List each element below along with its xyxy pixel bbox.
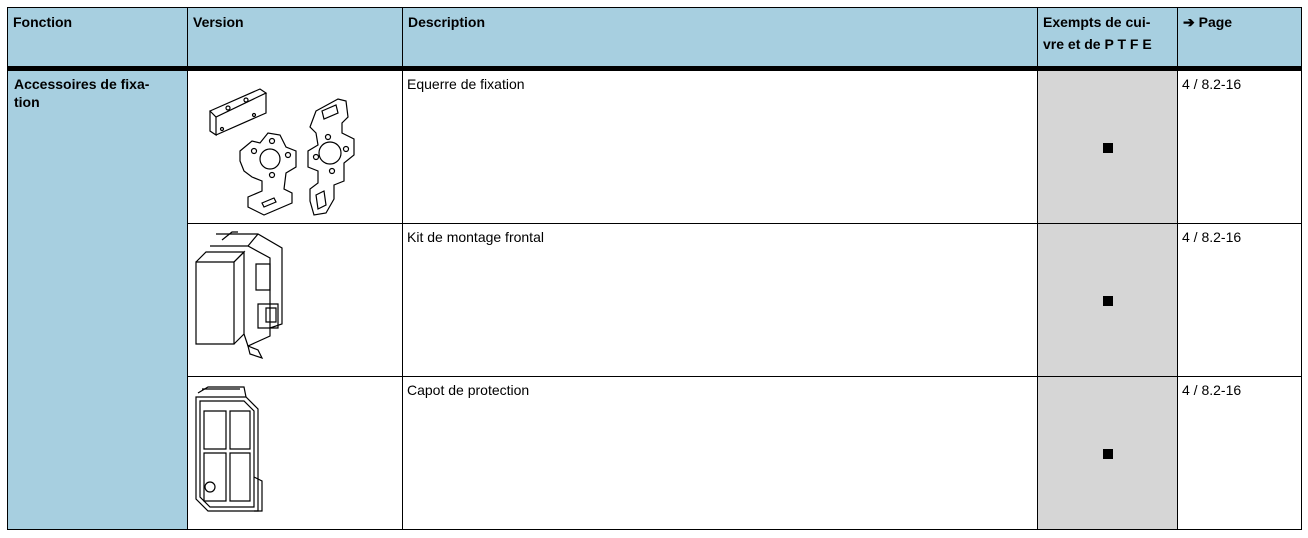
header-page-label: Page (1198, 14, 1233, 30)
header-exempts-line1: Exempts de cui- (1043, 14, 1151, 30)
header-row (8, 8, 1302, 69)
version-image-cell (188, 224, 403, 377)
header-exempts (1038, 8, 1178, 69)
header-fonction: Fonction (8, 8, 188, 69)
copper-free-marker (1103, 143, 1113, 153)
table-row (8, 224, 1302, 377)
function-cell (8, 69, 188, 530)
accessories-table (7, 7, 1302, 530)
version-image-cell (188, 69, 403, 224)
version-image-cell (188, 377, 403, 530)
table-row (8, 69, 1302, 224)
function-name-line2: tion (14, 94, 40, 110)
copper-free-marker (1103, 449, 1113, 459)
header-page (1178, 8, 1302, 69)
table-row (8, 377, 1302, 530)
description-cell: Kit de montage frontal (403, 224, 1038, 377)
header-version: Version (188, 8, 403, 69)
accessories-table-wrapper (7, 7, 1301, 530)
description-cell: Capot de protection (403, 377, 1038, 530)
mounting-bracket-icon (188, 71, 401, 223)
function-name-line1: Accessoires de fixa- (14, 76, 150, 92)
arrow-right-icon: ➔ (1183, 14, 1195, 30)
copper-free-cell (1038, 69, 1178, 224)
copper-free-cell (1038, 377, 1178, 530)
page-ref-cell: 4 / 8.2-16 (1178, 377, 1302, 530)
front-mounting-kit-icon (188, 224, 401, 376)
page-ref-cell: 4 / 8.2-16 (1178, 69, 1302, 224)
description-cell: Equerre de fixation (403, 69, 1038, 224)
copper-free-marker (1103, 296, 1113, 306)
page-ref-cell: 4 / 8.2-16 (1178, 224, 1302, 377)
protective-cover-icon (188, 377, 401, 529)
header-exempts-line2: vre et de P T F E (1043, 36, 1152, 52)
copper-free-cell (1038, 224, 1178, 377)
header-description: Description (403, 8, 1038, 69)
